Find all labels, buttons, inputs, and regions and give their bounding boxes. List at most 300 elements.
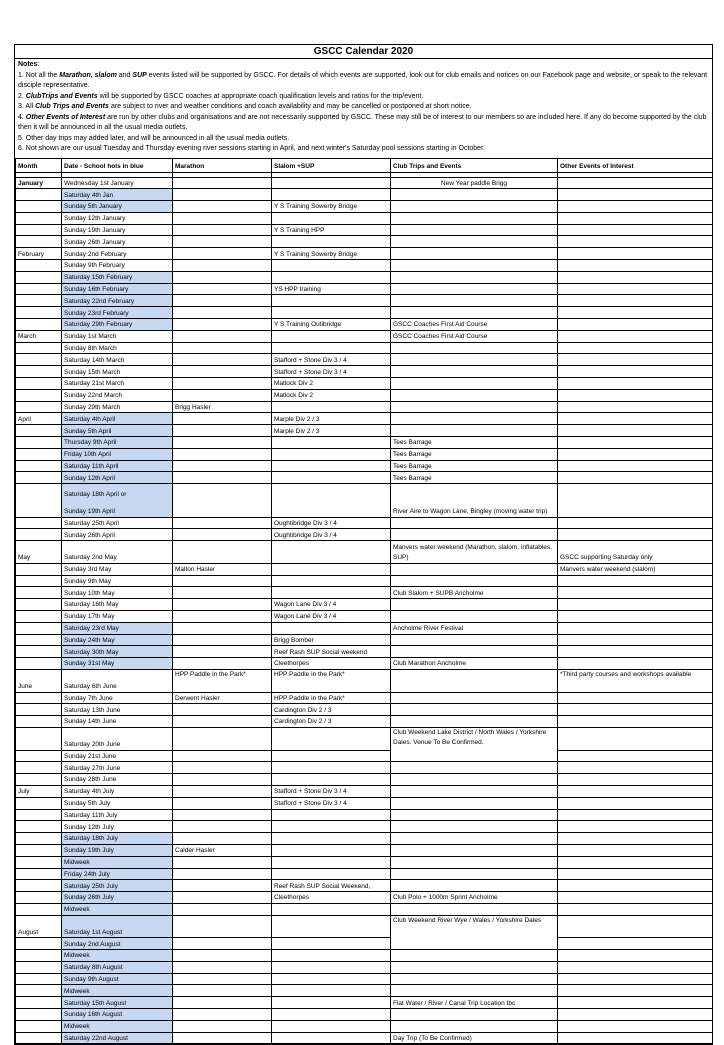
marathon-cell	[173, 201, 272, 213]
slalom-cell	[272, 460, 391, 472]
marathon-cell	[173, 389, 272, 401]
date-cell: Saturday 11th July	[62, 809, 173, 821]
column-header-club-trips: Club Trips and Events	[391, 158, 558, 172]
date-cell: Saturday 4th April	[62, 413, 173, 425]
date-cell: Sunday 5th April	[62, 425, 173, 437]
month-cell	[16, 319, 62, 331]
table-row	[16, 484, 713, 517]
other-events-cell	[558, 260, 713, 272]
slalom-cell	[272, 821, 391, 833]
marathon-cell: Calder Hasler	[173, 844, 272, 856]
other-events-cell	[558, 212, 713, 224]
date-cell: Sunday 22nd March	[62, 389, 173, 401]
table-row	[16, 1020, 713, 1032]
table-row	[16, 774, 713, 786]
slalom-cell	[272, 472, 391, 484]
month-cell	[16, 354, 62, 366]
marathon-cell	[173, 437, 272, 449]
month-cell: May	[16, 541, 62, 564]
slalom-cell	[272, 727, 391, 750]
date-cell: Saturday 16th May	[62, 599, 173, 611]
club-trips-cell	[391, 1009, 558, 1021]
marathon-cell	[173, 868, 272, 880]
date-cell: Sunday 19th January	[62, 224, 173, 236]
club-trips-cell: GSCC Coaches First Aid Course	[391, 319, 558, 331]
month-cell	[16, 563, 62, 575]
table-row	[16, 762, 713, 774]
date-cell: Sunday 16th August	[62, 1009, 173, 1021]
marathon-cell	[173, 880, 272, 892]
other-events-cell	[558, 437, 713, 449]
marathon-cell	[173, 821, 272, 833]
other-events-cell	[558, 821, 713, 833]
table-row	[16, 692, 713, 704]
slalom-cell	[272, 271, 391, 283]
club-trips-cell	[391, 283, 558, 295]
note-item: 5. Other day trips may added later, and will be announced in all the usual media outlets.	[18, 134, 290, 142]
slalom-cell	[272, 1020, 391, 1032]
other-events-cell	[558, 997, 713, 1009]
table-row	[16, 366, 713, 378]
other-events-cell	[558, 658, 713, 670]
marathon-cell	[173, 892, 272, 904]
other-events-cell	[558, 599, 713, 611]
club-trips-cell	[391, 704, 558, 716]
other-events-cell	[558, 378, 713, 390]
other-events-cell	[558, 785, 713, 797]
other-events-cell	[558, 575, 713, 587]
club-trips-cell	[391, 646, 558, 658]
date-cell: Sunday 8th March	[62, 342, 173, 354]
slalom-cell	[272, 342, 391, 354]
slalom-cell: Y S Training Outibridge	[272, 319, 391, 331]
slalom-cell: Marple Div 2 / 3	[272, 425, 391, 437]
table-row	[16, 973, 713, 985]
date-cell: Saturday 22nd February	[62, 295, 173, 307]
month-cell	[16, 575, 62, 587]
slalom-cell	[272, 575, 391, 587]
date-cell: Saturday 1st August	[62, 915, 173, 938]
date-cell: Saturday 4th July	[62, 785, 173, 797]
month-cell	[16, 997, 62, 1009]
other-events-cell	[558, 484, 713, 517]
slalom-cell	[272, 307, 391, 319]
month-cell	[16, 844, 62, 856]
marathon-cell	[173, 950, 272, 962]
club-trips-cell	[391, 610, 558, 622]
club-trips-cell	[391, 844, 558, 856]
table-row	[16, 295, 713, 307]
marathon-cell	[173, 1020, 272, 1032]
club-trips-cell	[391, 236, 558, 248]
date-cell: Sunday 9th May	[62, 575, 173, 587]
slalom-cell	[272, 856, 391, 868]
table-row	[16, 260, 713, 272]
date-cell: Saturday 14th March	[62, 354, 173, 366]
table-row	[16, 413, 713, 425]
month-cell: January	[16, 177, 62, 189]
table-row	[16, 330, 713, 342]
page-title: GSCC Calendar 2020	[15, 45, 712, 59]
slalom-cell: Matlock Div 2	[272, 378, 391, 390]
date-cell: Sunday 29th March	[62, 401, 173, 413]
slalom-cell: Wagon Lane Div 3 / 4	[272, 599, 391, 611]
month-cell	[16, 366, 62, 378]
table-row	[16, 716, 713, 728]
other-events-cell	[558, 704, 713, 716]
marathon-cell	[173, 330, 272, 342]
marathon-cell	[173, 785, 272, 797]
slalom-cell	[272, 484, 391, 517]
club-trips-cell	[391, 378, 558, 390]
club-trips-cell	[391, 529, 558, 541]
marathon-cell	[173, 938, 272, 950]
club-trips-cell: Club Polo + 1000m Sprint Ancholme	[391, 892, 558, 904]
column-header-slalom: Slalom +SUP	[272, 158, 391, 172]
date-cell: Saturday 8th August	[62, 961, 173, 973]
month-cell	[16, 472, 62, 484]
other-events-cell	[558, 692, 713, 704]
month-cell	[16, 425, 62, 437]
table-row	[16, 389, 713, 401]
other-events-cell	[558, 950, 713, 962]
club-trips-cell	[391, 634, 558, 646]
other-events-cell	[558, 354, 713, 366]
club-trips-cell: New Year paddle Brigg	[391, 177, 558, 189]
table-row	[16, 938, 713, 950]
other-events-cell	[558, 844, 713, 856]
month-cell: August	[16, 915, 62, 938]
marathon-cell	[173, 634, 272, 646]
date-cell: Friday 24th July	[62, 868, 173, 880]
other-events-cell	[558, 634, 713, 646]
marathon-cell	[173, 425, 272, 437]
slalom-cell	[272, 1032, 391, 1044]
date-cell: Sunday 5th January	[62, 201, 173, 213]
marathon-cell	[173, 271, 272, 283]
marathon-cell	[173, 646, 272, 658]
month-cell	[16, 903, 62, 915]
other-events-cell	[558, 248, 713, 260]
table-row	[16, 785, 713, 797]
marathon-cell	[173, 599, 272, 611]
club-trips-cell	[391, 692, 558, 704]
club-trips-cell: Tees Barrage	[391, 460, 558, 472]
table-row	[16, 833, 713, 845]
slalom-cell	[272, 260, 391, 272]
date-cell: Saturday 25th April	[62, 517, 173, 529]
other-events-cell	[558, 587, 713, 599]
club-trips-cell	[391, 716, 558, 728]
marathon-cell	[173, 985, 272, 997]
date-cell: Sunday 24th May	[62, 634, 173, 646]
slalom-cell: Oughtibridge Div 3 / 4	[272, 517, 391, 529]
club-trips-cell	[391, 833, 558, 845]
other-events-cell	[558, 413, 713, 425]
month-cell	[16, 704, 62, 716]
marathon-cell	[173, 212, 272, 224]
date-cell: Saturday 11th April	[62, 460, 173, 472]
table-row	[16, 189, 713, 201]
month-cell	[16, 529, 62, 541]
marathon-cell	[173, 727, 272, 750]
club-trips-cell	[391, 762, 558, 774]
month-cell	[16, 821, 62, 833]
other-events-cell	[558, 425, 713, 437]
other-events-cell	[558, 880, 713, 892]
club-trips-cell: River Aire to Wagon Lane, Bingley (moving water trip)	[391, 484, 558, 517]
other-events-cell: *Third party courses and workshops available	[558, 669, 713, 692]
table-row	[16, 961, 713, 973]
table-row	[16, 669, 713, 692]
table-row	[16, 985, 713, 997]
other-events-cell	[558, 307, 713, 319]
date-cell: Sunday 12th July	[62, 821, 173, 833]
date-cell: Thursday 9th April	[62, 437, 173, 449]
table-row	[16, 224, 713, 236]
slalom-cell: HPP Paddle in the Park*	[272, 692, 391, 704]
other-events-cell	[558, 938, 713, 950]
marathon-cell	[173, 448, 272, 460]
slalom-cell	[272, 762, 391, 774]
other-events-cell	[558, 762, 713, 774]
month-cell	[16, 460, 62, 472]
table-row	[16, 319, 713, 331]
other-events-cell	[558, 622, 713, 634]
other-events-cell	[558, 750, 713, 762]
month-cell: July	[16, 785, 62, 797]
month-cell	[16, 880, 62, 892]
marathon-cell	[173, 366, 272, 378]
other-events-cell	[558, 973, 713, 985]
table-row	[16, 517, 713, 529]
other-events-cell	[558, 319, 713, 331]
slalom-cell: Cardington Div 2 / 3	[272, 704, 391, 716]
club-trips-cell	[391, 797, 558, 809]
table-header-row	[16, 158, 713, 172]
month-cell	[16, 1009, 62, 1021]
marathon-cell	[173, 973, 272, 985]
slalom-cell: HPP Paddle in the Park*	[272, 669, 391, 692]
date-cell: Sunday 17th May	[62, 610, 173, 622]
slalom-cell: Cardington Div 2 / 3	[272, 716, 391, 728]
table-row	[16, 892, 713, 904]
month-cell	[16, 750, 62, 762]
table-row	[16, 622, 713, 634]
table-row	[16, 599, 713, 611]
month-cell	[16, 378, 62, 390]
marathon-cell	[173, 1009, 272, 1021]
table-row	[16, 658, 713, 670]
club-trips-cell	[391, 973, 558, 985]
marathon-cell	[173, 622, 272, 634]
month-cell	[16, 727, 62, 750]
slalom-cell: Oughtibridge Div 3 / 4	[272, 529, 391, 541]
marathon-cell: Malton Hasler	[173, 563, 272, 575]
month-cell	[16, 892, 62, 904]
date-cell: Sunday 9th August	[62, 973, 173, 985]
note-item: 2. ClubTrips and Events will be supported by GSCC coaches at appropriate coach qualification levels and ratios for the trip/event.	[18, 92, 424, 100]
club-trips-cell	[391, 201, 558, 213]
club-trips-cell	[391, 307, 558, 319]
marathon-cell	[173, 260, 272, 272]
month-cell	[16, 189, 62, 201]
month-cell	[16, 342, 62, 354]
table-row	[16, 541, 713, 564]
date-cell: Sunday 21st June	[62, 750, 173, 762]
slalom-cell	[272, 973, 391, 985]
table-row	[16, 809, 713, 821]
date-cell: Saturday 20th June	[62, 727, 173, 750]
table-row	[16, 950, 713, 962]
club-trips-cell	[391, 575, 558, 587]
club-trips-cell	[391, 821, 558, 833]
other-events-cell	[558, 529, 713, 541]
date-cell: Saturday 21st March	[62, 378, 173, 390]
marathon-cell	[173, 1032, 272, 1044]
date-cell: Sunday 15th March	[62, 366, 173, 378]
other-events-cell	[558, 283, 713, 295]
month-cell	[16, 224, 62, 236]
table-row	[16, 997, 713, 1009]
slalom-cell	[272, 750, 391, 762]
month-cell	[16, 833, 62, 845]
month-cell	[16, 484, 62, 517]
date-cell: Friday 10th April	[62, 448, 173, 460]
other-events-cell	[558, 985, 713, 997]
other-events-cell	[558, 1009, 713, 1021]
marathon-cell	[173, 961, 272, 973]
other-events-cell	[558, 236, 713, 248]
marathon-cell: Derwent Hasler	[173, 692, 272, 704]
slalom-cell	[272, 997, 391, 1009]
club-trips-cell	[391, 809, 558, 821]
table-row	[16, 177, 713, 189]
marathon-cell	[173, 354, 272, 366]
other-events-cell: GSCC supporting Saturday only	[558, 541, 713, 564]
month-cell	[16, 587, 62, 599]
other-events-cell	[558, 1020, 713, 1032]
marathon-cell	[173, 750, 272, 762]
date-cell: Sunday 5th July	[62, 797, 173, 809]
table-row	[16, 460, 713, 472]
month-cell	[16, 716, 62, 728]
marathon-cell	[173, 378, 272, 390]
slalom-cell	[272, 844, 391, 856]
other-events-cell	[558, 330, 713, 342]
slalom-cell	[272, 622, 391, 634]
table-row	[16, 915, 713, 938]
date-cell: Sunday 3rd May	[62, 563, 173, 575]
marathon-cell	[173, 575, 272, 587]
other-events-cell	[558, 610, 713, 622]
table-row	[16, 727, 713, 750]
month-cell	[16, 599, 62, 611]
other-events-cell	[558, 366, 713, 378]
other-events-cell	[558, 389, 713, 401]
club-trips-cell: Tees Barrage	[391, 472, 558, 484]
month-cell	[16, 950, 62, 962]
date-cell: Sunday 2nd August	[62, 938, 173, 950]
table-row	[16, 248, 713, 260]
date-cell: Saturday 13th June	[62, 704, 173, 716]
table-row	[16, 425, 713, 437]
slalom-cell: Cleethorpes	[272, 892, 391, 904]
table-row	[16, 529, 713, 541]
month-cell	[16, 622, 62, 634]
marathon-cell	[173, 856, 272, 868]
slalom-cell	[272, 961, 391, 973]
month-cell	[16, 610, 62, 622]
month-cell	[16, 646, 62, 658]
month-cell	[16, 985, 62, 997]
date-cell: Sunday 28th June	[62, 774, 173, 786]
month-cell	[16, 437, 62, 449]
other-events-cell	[558, 472, 713, 484]
date-cell: Sunday 2nd February	[62, 248, 173, 260]
date-cell: Sunday 26th April	[62, 529, 173, 541]
date-cell: Sunday 10th May	[62, 587, 173, 599]
slalom-cell: Y S Training Sowerby Bridge	[272, 248, 391, 260]
date-cell: Sunday 12th April	[62, 472, 173, 484]
slalom-cell	[272, 950, 391, 962]
slalom-cell: Stafford + Stone Div 3 / 4	[272, 354, 391, 366]
date-cell: Saturday 30th May	[62, 646, 173, 658]
table-row	[16, 212, 713, 224]
club-trips-cell	[391, 224, 558, 236]
marathon-cell	[173, 833, 272, 845]
slalom-cell: Reef Rash SUP Social Weekend,	[272, 880, 391, 892]
date-cell: Midweek	[62, 856, 173, 868]
marathon-cell	[173, 484, 272, 517]
marathon-cell	[173, 704, 272, 716]
month-cell	[16, 260, 62, 272]
marathon-cell	[173, 413, 272, 425]
club-trips-cell	[391, 189, 558, 201]
club-trips-cell	[391, 517, 558, 529]
column-header-month: Month	[16, 158, 62, 172]
month-cell	[16, 809, 62, 821]
club-trips-cell	[391, 950, 558, 962]
month-cell	[16, 692, 62, 704]
month-cell	[16, 797, 62, 809]
table-row	[16, 634, 713, 646]
slalom-cell: Stafford + Stone Div 3 / 4	[272, 785, 391, 797]
month-cell	[16, 868, 62, 880]
club-trips-cell	[391, 961, 558, 973]
column-header-other-events: Other Events of Interest	[558, 158, 713, 172]
club-trips-cell	[391, 366, 558, 378]
calendar-sheet	[14, 44, 713, 1045]
other-events-cell	[558, 809, 713, 821]
month-cell	[16, 236, 62, 248]
date-cell: Sunday 12th January	[62, 212, 173, 224]
slalom-cell	[272, 295, 391, 307]
club-trips-cell	[391, 785, 558, 797]
month-cell	[16, 1020, 62, 1032]
other-events-cell	[558, 892, 713, 904]
club-trips-cell: Ancholme River Festival	[391, 622, 558, 634]
date-cell: Saturday 15th August	[62, 997, 173, 1009]
marathon-cell	[173, 762, 272, 774]
month-cell	[16, 307, 62, 319]
slalom-cell	[272, 938, 391, 950]
date-cell: Saturday 22nd August	[62, 1032, 173, 1044]
table-row	[16, 646, 713, 658]
month-cell: March	[16, 330, 62, 342]
table-row	[16, 354, 713, 366]
date-cell: Sunday 7th June	[62, 692, 173, 704]
